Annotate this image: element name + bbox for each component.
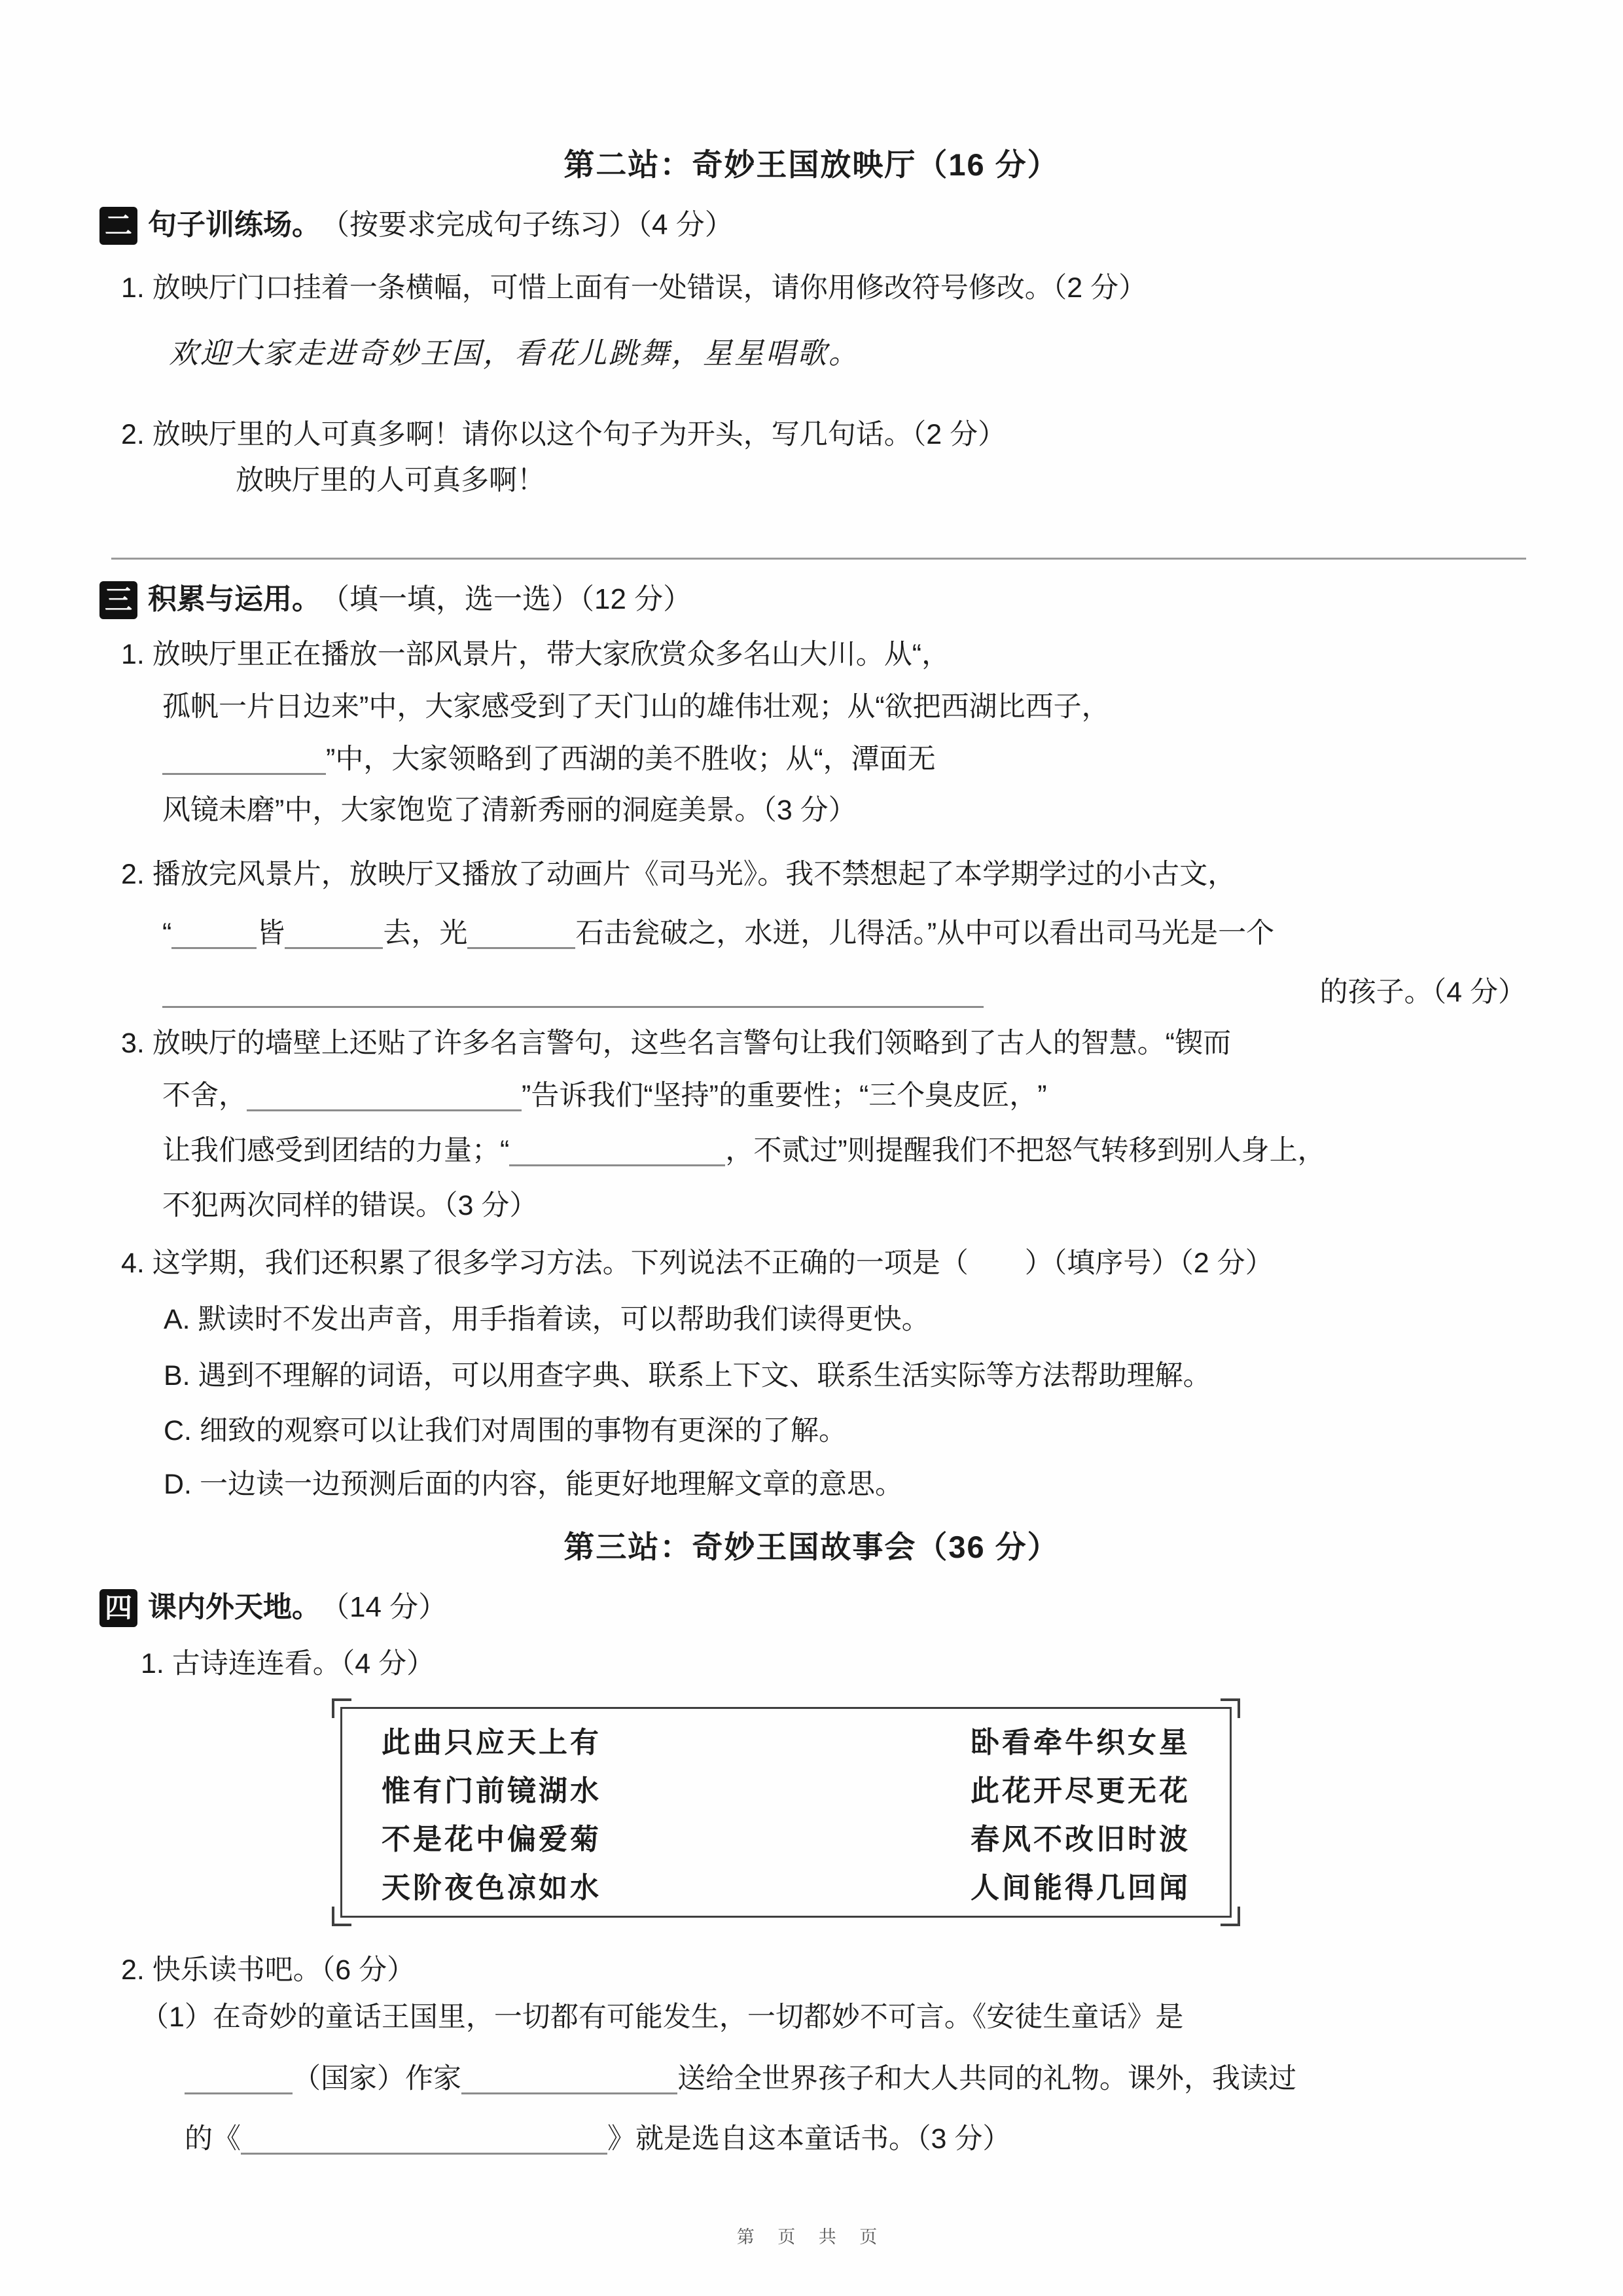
s3-q3-line3 — [162, 1132, 1326, 1169]
section4-number-badge: 四 — [99, 1589, 137, 1627]
s3-q3-line4-text: 不犯两次同样的错误。（3 分） — [162, 1190, 538, 1221]
s3-question-4 — [121, 1245, 1274, 1282]
s3-q3-line2-text-b: ”告诉我们“坚持”的重要性；“三个臭皮匠， — [522, 1080, 1038, 1111]
section4-instructions: （14 分） — [321, 1591, 448, 1623]
corner-ornament-icon — [1221, 1698, 1240, 1718]
answer-blank — [162, 978, 984, 1008]
poem-line-left: 天阶夜色凉如水 — [382, 1872, 601, 1904]
s2-q1-banner-sentence — [169, 335, 860, 372]
s3-q2-line3-end: 的孩子。（4 分） — [1319, 977, 1526, 1008]
poem-row — [382, 1816, 1190, 1857]
corner-ornament-icon — [1221, 1907, 1240, 1926]
poem-matching-box — [340, 1707, 1232, 1918]
s3-q2-qu: 去，光 — [383, 918, 468, 949]
section2-header — [99, 207, 734, 245]
poem-row — [382, 1864, 1190, 1906]
poem-row — [382, 1767, 1190, 1809]
s2-q2-opening-line — [236, 462, 1526, 499]
s3-q1-line4-text: 风镜未磨”中，大家饱览了清新秀丽的洞庭美景。（3 分） — [162, 795, 857, 826]
option-c-text: C. 细致的观察可以让我们对周围的事物有更深的了解。 — [164, 1415, 847, 1446]
s4-q2-sub1-line1 — [141, 1999, 1526, 2036]
s3-q2-line2 — [162, 915, 1274, 952]
s2-question-2-text: 2. 放映厅里的人可真多啊！请你以这个句子为开头，写几句话。（2 分） — [121, 419, 1007, 450]
station2-title — [0, 147, 1623, 183]
section3-header — [99, 581, 692, 619]
section2-number-badge: 二 — [99, 207, 137, 245]
section3-title: 积累与运用。 — [148, 583, 321, 615]
s2-question-1-text: 1. 放映厅门口挂着一条横幅，可惜上面有一处错误，请你用修改符号修改。（2 分） — [121, 272, 1147, 304]
corner-ornament-icon — [332, 1907, 351, 1926]
s3-question-4-text: 4. 这学期，我们还积累了很多学习方法。下列说法不正确的一项是（ ）（填序号）（2 分） — [121, 1247, 1274, 1279]
s4-question-2 — [121, 1952, 415, 1988]
s3-q1-line1-comma: ， — [921, 639, 950, 670]
writing-line — [111, 558, 1526, 560]
poem-line-right: 春风不改旧时波 — [971, 1823, 1190, 1856]
s3-q2-line1-text: 2. 播放完风景片，放映厅又播放了动画片《司马光》。我不禁想起了本学期学过的小古文， — [121, 859, 1236, 890]
section2-instructions: （按要求完成句子练习）（4 分） — [321, 209, 734, 241]
option-d-text: D. 一边读一边预测后面的内容，能更好地理解文章的意思。 — [164, 1469, 903, 1500]
answer-blank — [247, 1081, 522, 1111]
s3-q2-open-quote: “ — [162, 918, 172, 949]
option-b-text: B. 遇到不理解的词语，可以用查字典、联系上下文、联系生活实际等方法帮助理解。 — [164, 1360, 1211, 1391]
s2-q2-opening-text: 放映厅里的人可真多啊！ — [236, 465, 545, 496]
s2-question-2 — [121, 416, 1006, 453]
section3-instructions: （填一填，选一选）（12 分） — [321, 583, 692, 615]
s3-q3-line4 — [162, 1187, 537, 1224]
s4-question-1-text: 1. 古诗连连看。（4 分） — [141, 1648, 435, 1679]
s3-q4-option-d — [164, 1466, 903, 1503]
s4-q2-sub1-line2-text-a: （国家）作家 — [293, 2063, 461, 2094]
station2-title-text: 第二站：奇妙王国放映厅（16 分） — [563, 147, 1060, 182]
station3-title — [0, 1529, 1623, 1566]
s3-q3-line2 — [162, 1077, 1526, 1114]
poem-line-right: 此花开尽更无花 — [971, 1775, 1190, 1807]
s3-q3-line1-text: 3. 放映厅的墙壁上还贴了许多名言警句，这些名言警句让我们领略到了古人的智慧。“锲而 — [121, 1028, 1232, 1059]
answer-blank — [185, 2064, 293, 2094]
s3-q1-line3-text-b: ，潭面无 — [823, 744, 936, 775]
s3-q3-line2-text-a: 不舍， — [162, 1080, 247, 1111]
s3-q2-jie: 皆 — [257, 918, 285, 949]
answer-blank — [467, 919, 575, 949]
poem-line-right: 人间能得几回闻 — [971, 1872, 1190, 1904]
section3-number-badge: 三 — [99, 581, 137, 619]
s3-q4-option-a — [164, 1301, 930, 1338]
section4-title: 课内外天地。 — [148, 1591, 321, 1623]
s3-q1-line4 — [162, 792, 857, 829]
s3-q4-option-b — [164, 1357, 1211, 1394]
s4-q2-sub1-line3 — [185, 2121, 1010, 2157]
station3-title-text: 第三站：奇妙王国故事会（36 分） — [563, 1530, 1060, 1564]
poem-row — [382, 1719, 1190, 1761]
s4-q2-sub1-line3-text-a: 的《 — [185, 2123, 241, 2155]
answer-blank — [285, 919, 383, 949]
s3-q2-line1 — [121, 856, 1236, 893]
s3-q1-line2-text: 孤帆一片日边来”中，大家感受到了天门山的雄伟壮观；从“欲把西湖比西子， — [162, 691, 1110, 723]
answer-blank — [509, 1136, 725, 1166]
answer-blank — [171, 919, 257, 949]
s3-q3-line2-text-c: ” — [1037, 1080, 1047, 1111]
corner-ornament-icon — [332, 1698, 351, 1718]
s4-q2-sub1-line1-text: （1）在奇妙的童话王国里，一切都有可能发生，一切都妙不可言。《安徒生童话》是 — [141, 2001, 1184, 2033]
option-a-text: A. 默读时不发出声音，用手指着读，可以帮助我们读得更快。 — [164, 1304, 930, 1335]
s3-q3-line3-text-b: ，不贰过”则提醒我们不把怒气转移到别人身上， — [725, 1135, 1326, 1166]
s3-q2-line3 — [162, 974, 1526, 1011]
poem-line-left: 惟有门前镜湖水 — [382, 1775, 601, 1807]
s4-q2-sub1-line3-text-b: 》就是选自这本童话书。（3 分） — [607, 2123, 1011, 2155]
section2-title: 句子训练场。 — [148, 209, 321, 241]
s3-q1-line1-text: 1. 放映厅里正在播放一部风景片，带大家欣赏众多名山大川。从“ — [121, 639, 922, 670]
s3-q1-line1 — [121, 636, 1526, 673]
s2-question-1 — [121, 270, 1147, 306]
s3-q1-line3 — [162, 741, 1526, 778]
section4-header — [99, 1589, 447, 1627]
page-footer — [0, 2223, 1623, 2248]
s3-q2-line2-rest: 石击瓮破之，水迸，儿得活。”从中可以看出司马光是一个 — [575, 918, 1275, 949]
answer-blank — [461, 2064, 677, 2094]
s3-q1-line2 — [162, 689, 1526, 725]
answer-blank — [162, 745, 326, 775]
banner-sentence-text: 欢迎大家走进奇妙王国，看花儿跳舞，星星唱歌。 — [169, 336, 861, 370]
s3-q1-line3-text-a: ”中，大家领略到了西湖的美不胜收；从“ — [326, 744, 823, 775]
poem-line-left: 不是花中偏爱菊 — [382, 1823, 601, 1856]
poem-line-right: 卧看牵牛织女星 — [971, 1727, 1190, 1759]
answer-blank — [241, 2125, 607, 2155]
s4-question-2-text: 2. 快乐读书吧。（6 分） — [121, 1954, 416, 1986]
page-footer-text: 第 页 共 页 — [736, 2227, 887, 2247]
s3-q4-option-c — [164, 1412, 847, 1449]
s4-question-1 — [141, 1645, 435, 1682]
s3-q3-line3-text-a: 让我们感受到团结的力量；“ — [162, 1135, 510, 1166]
s4-q2-sub1-line2 — [185, 2060, 1296, 2097]
s3-q3-line1 — [121, 1025, 1231, 1062]
s4-q2-sub1-line2-text-b: 送给全世界孩子和大人共同的礼物。课外，我读过 — [677, 2063, 1296, 2094]
poem-line-left: 此曲只应天上有 — [382, 1727, 601, 1759]
